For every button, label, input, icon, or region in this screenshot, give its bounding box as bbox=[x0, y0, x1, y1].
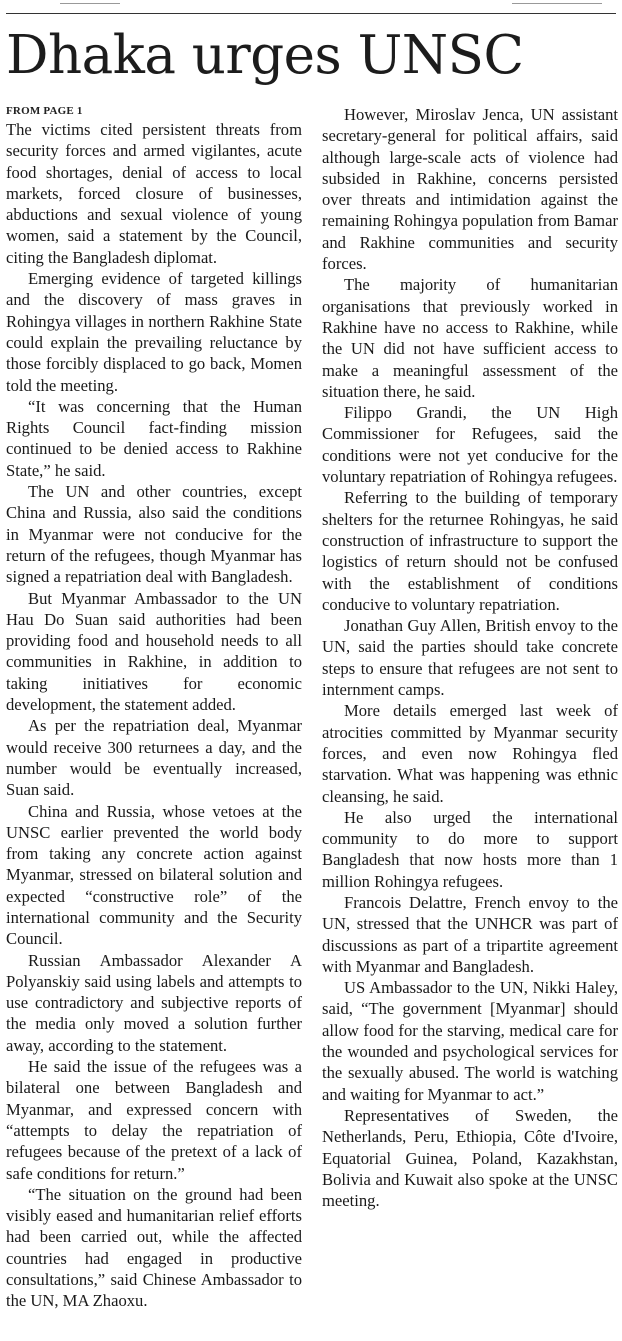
headline: Dhaka urges UNSC bbox=[6, 25, 524, 86]
top-divider-left bbox=[60, 0, 120, 4]
paragraph: China and Russia, whose vetoes at the UNSC earlier prevented the world body from taking any concrete action against Myanmar, stressed on bilateral solution and expected “constructive role” of the international community and the Security Council. bbox=[6, 801, 302, 949]
paragraph: Referring to the building of temporary shelters for the returnee Rohingyas, he said construction of infrastructure to support the logistics of return should not be confused with the establishment of conditions conducive to voluntary repatriation. bbox=[322, 488, 618, 614]
section-rule bbox=[6, 13, 616, 14]
article-body bbox=[6, 104, 618, 1341]
paragraph: But Myanmar Ambassador to the UN Hau Do Suan said authorities had been providing food and household needs to all communities in Rakhine, in addition to taking initiatives for economic development, the statement added. bbox=[6, 588, 302, 715]
kicker: FROM PAGE 1 bbox=[6, 105, 83, 117]
top-divider-right bbox=[512, 0, 602, 4]
paragraph: “The situation on the ground had been visibly eased and humanitarian relief efforts had been carried out, while the affected countries had engaged in productive consultations,” said Chinese Ambassador to the UN, MA Zhaoxu. bbox=[6, 1184, 302, 1311]
paragraph: Francois Delattre, French envoy to the UN, stressed that the UNHCR was part of discussions as part of a tripartite agreement with Myanmar and Bangladesh. bbox=[322, 892, 618, 976]
paragraph: Jonathan Guy Allen, British envoy to the UN, said the parties should take concrete steps to ensure that refugees are not sent to internment camps. bbox=[322, 616, 618, 700]
paragraph: The majority of humanitarian organisations that previously worked in Rakhine have no access to Rakhine, while the UN did not have sufficient access to make a meaningful assessment of the situation there, he said. bbox=[322, 275, 618, 401]
paragraph: As per the repatriation deal, Myanmar would receive 300 returnees a day, and the number would be eventually increased, Suan said. bbox=[6, 716, 302, 800]
paragraph: Representatives of Sweden, the Netherlands, Peru, Ethiopia, Côte d'Ivoire, Equatorial Guinea, Poland, Kazakhstan, Bolivia and Kuwait also spoke at the UNSC meeting. bbox=[322, 1105, 618, 1211]
paragraph: He said the issue of the refugees was a bilateral one between Bangladesh and Myanmar, and expressed concern with “attempts to delay the repatriation of refugees because of the pretext of a lack of safe conditions for return.” bbox=[6, 1057, 302, 1183]
paragraph: More details emerged last week of atrocities committed by Myanmar security forces, and even now Rohingya fled starvation. What was happening was ethnic cleansing, he said. bbox=[322, 701, 618, 806]
paragraph: “It was concerning that the Human Rights Council fact-finding mission continued to be denied access to Rakhine State,” he said. bbox=[6, 396, 302, 480]
paragraph: The UN and other countries, except China and Russia, also said the conditions in Myanmar were not conducive for the return of the refugees, though Myanmar has signed a repatriation deal with Bangladesh. bbox=[6, 482, 302, 587]
paragraph: Russian Ambassador Alexander A Polyanskiy said using labels and attempts to use contradictory and subjective reports of the media only moved a solution further away, according to the statement. bbox=[6, 950, 302, 1055]
paragraph: Filippo Grandi, the UN High Commissioner for Refugees, said the conditions were not yet conducive for the voluntary repatriation of Rohingya refugees. bbox=[322, 403, 618, 487]
paragraph: The victims cited persistent threats from security forces and armed vigilantes, acute food shortages, denial of access to local markets, forced closure of businesses, abductions and sexual violence of young women, said a statement by the Council, citing the Bangladesh diplomat. bbox=[6, 120, 302, 267]
paragraph: US Ambassador to the UN, Nikki Haley, said, “The government [Myanmar] should allow food for the starving, medical care for the wounded and psychological services for the sexually abused. The world is watching and waiting for Myanmar to act.” bbox=[322, 978, 618, 1104]
paragraph: However, Miroslav Jenca, UN assistant secretary-general for political affairs, said although large-scale acts of violence had subsided in Rakhine, concerns persisted over threats and intimidation against the remaining Rohingya population from Bamar and Rakhine communities and security forces. bbox=[322, 105, 618, 274]
paragraph: He also urged the international community to do more to support Bangladesh that now hosts more than 1 million Rohingya refugees. bbox=[322, 807, 618, 891]
paragraph: Emerging evidence of targeted killings and the discovery of mass graves in Rohingya villages in northern Rakhine State could explain the prevailing reluctance by those forcibly displaced to go back, Momen told the meeting. bbox=[6, 269, 302, 395]
